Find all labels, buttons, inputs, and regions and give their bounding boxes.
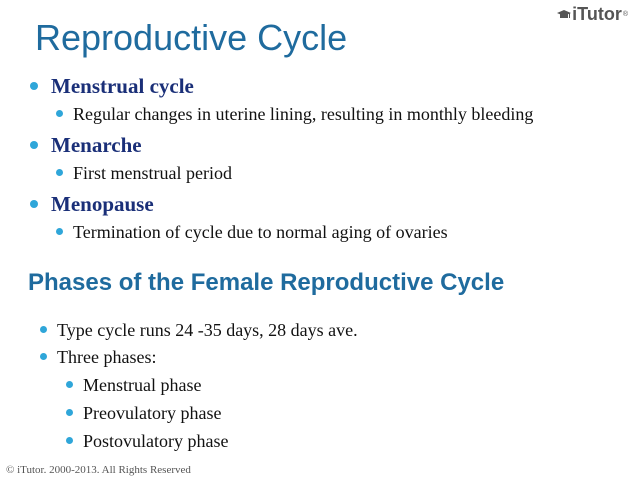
bullet-dot-icon	[56, 110, 63, 117]
bullet-dot-icon	[56, 169, 63, 176]
term-text: Menopause	[51, 192, 154, 216]
detail-text: Termination of cycle due to normal aging of ovaries	[73, 222, 448, 242]
bullet-dot-icon	[40, 326, 47, 333]
bullet-cycle-length	[40, 320, 358, 341]
detail-menopause	[56, 222, 448, 243]
bullet-dot-icon	[30, 200, 38, 208]
section-subtitle: Phases of the Female Reproductive Cycle	[28, 269, 505, 296]
copyright-footer: © iTutor. 2000-2013. All Rights Reserved	[6, 464, 191, 476]
phase-text: Postovulatory phase	[83, 431, 229, 451]
term-text: Menarche	[51, 133, 142, 157]
itutor-logo	[557, 4, 628, 25]
bullet-three-phases	[40, 347, 156, 368]
bullet-dot-icon	[40, 353, 47, 360]
logo-registered-mark: ®	[622, 11, 628, 18]
bullet-text: Three phases:	[57, 347, 157, 367]
detail-menarche	[56, 163, 232, 184]
phase-postovulatory	[66, 431, 229, 452]
bullet-menopause	[30, 192, 154, 217]
graduation-cap-icon	[557, 9, 571, 21]
bullet-dot-icon	[56, 228, 63, 235]
bullet-dot-icon	[66, 381, 73, 388]
bullet-dot-icon	[66, 409, 73, 416]
slide-title: Reproductive Cycle	[35, 17, 348, 58]
logo-text: iTutor	[572, 4, 622, 24]
detail-menstrual-cycle	[56, 104, 533, 125]
bullet-dot-icon	[66, 437, 73, 444]
phase-text: Preovulatory phase	[83, 403, 222, 423]
phase-text: Menstrual phase	[83, 375, 202, 395]
detail-text: First menstrual period	[73, 163, 232, 183]
phase-menstrual	[66, 375, 201, 396]
bullet-dot-icon	[30, 82, 38, 90]
bullet-menarche	[30, 133, 142, 158]
term-text: Menstrual cycle	[51, 74, 194, 98]
bullet-menstrual-cycle	[30, 74, 194, 99]
phase-preovulatory	[66, 403, 221, 424]
bullet-text: Type cycle runs 24 -35 days, 28 days ave.	[57, 320, 358, 340]
detail-text: Regular changes in uterine lining, resulting in monthly bleeding	[73, 104, 534, 124]
bullet-dot-icon	[30, 141, 38, 149]
